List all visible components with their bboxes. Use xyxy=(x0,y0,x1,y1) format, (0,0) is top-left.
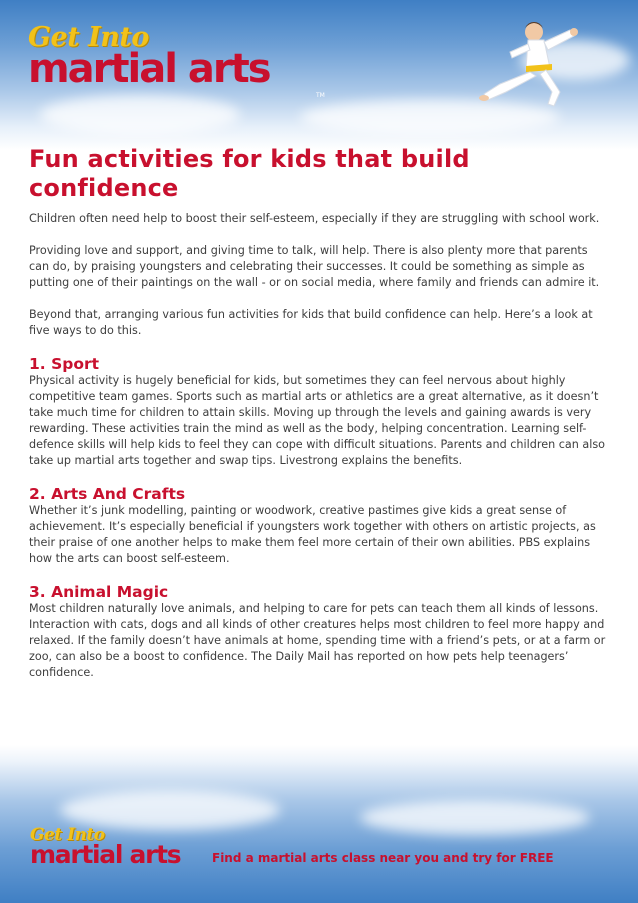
section-body-animal-magic: Most children naturally love animals, and helping to care for pets can teach them all kinds of lessons. Interaction with cats, dogs and all kinds of other creatures helps most children to feel more happy and relaxed. If the family doesn’t have animals at home, spending time with a friend’s pets, or at a farm or zoo, can also be a boost to confidence. The Daily Mail has reported on how pets help teenagers’ confidence. xyxy=(29,602,606,679)
header-cloud xyxy=(40,95,240,135)
section-heading-animal-magic: 3. Animal Magic xyxy=(29,583,169,601)
article-title: Fun activities for kids that build confidence xyxy=(29,145,470,202)
kid-kicking-leg xyxy=(484,72,536,100)
intro-paragraph: Providing love and support, and giving time to talk, will help. There is also plenty more that parents can do, by praising youngsters and celebrating their successes. It could be something as simple as putting one of their paintings on the wall - or on social media, where family and friends can admire it. xyxy=(29,244,600,289)
logo-main-text: martial arts xyxy=(28,46,270,92)
section-heading-sport: 1. Sport xyxy=(29,355,100,373)
kid-standing-leg xyxy=(540,70,560,106)
article xyxy=(29,145,609,697)
footer-cloud xyxy=(360,800,590,835)
karate-kid-illustration xyxy=(470,10,585,110)
section-heading-arts-and-crafts: 2. Arts And Crafts xyxy=(29,485,186,503)
section-body-sport: Physical activity is hugely beneficial for kids, but sometimes they can feel nervous about highly competitive team games. Sports such as martial arts or athletics are a great alternative, as it doesn’t take much time for children to attain skills. Moving up through the levels and gaining awards is very rewarding. These activities train the mind as well as the body, helping concentration. Learning self-defence skills will help kids to feel they can cope with difficult situations. Parents and children can also take up martial arts together and swap tips. Livestrong explains the benefits. xyxy=(29,374,606,467)
kid-hand-right xyxy=(570,28,578,36)
intro-paragraph: Beyond that, arranging various fun activities for kids that build confidence can help. Here’s a look at five ways to do this. xyxy=(29,308,593,337)
footer-logo-script-text: Get Into xyxy=(30,825,105,845)
footer-logo xyxy=(30,825,180,867)
kid-foot xyxy=(479,95,489,101)
footer-logo-main-text: martial arts xyxy=(30,840,181,869)
intro-paragraph: Children often need help to boost their self-esteem, especially if they are struggling with school work. xyxy=(29,212,600,225)
trademark-mark: TM xyxy=(316,92,325,99)
header-logo xyxy=(28,22,270,92)
logo-script-text: Get Into xyxy=(28,22,149,53)
footer-cloud xyxy=(60,790,280,830)
kid-arm-right xyxy=(544,30,574,50)
section-body-arts-and-crafts: Whether it’s junk modelling, painting or woodwork, creative pastimes give kids a great sense of achievement. It’s especially beneficial if youngsters work together with others on artistic projects, as their praise of one another helps to make them feel more certain of their own abilities. PBS explains how the arts can boost self-esteem. xyxy=(29,504,596,565)
footer-call-to-action: Find a martial arts class near you and try for FREE xyxy=(212,851,554,865)
kid-head xyxy=(525,23,543,41)
